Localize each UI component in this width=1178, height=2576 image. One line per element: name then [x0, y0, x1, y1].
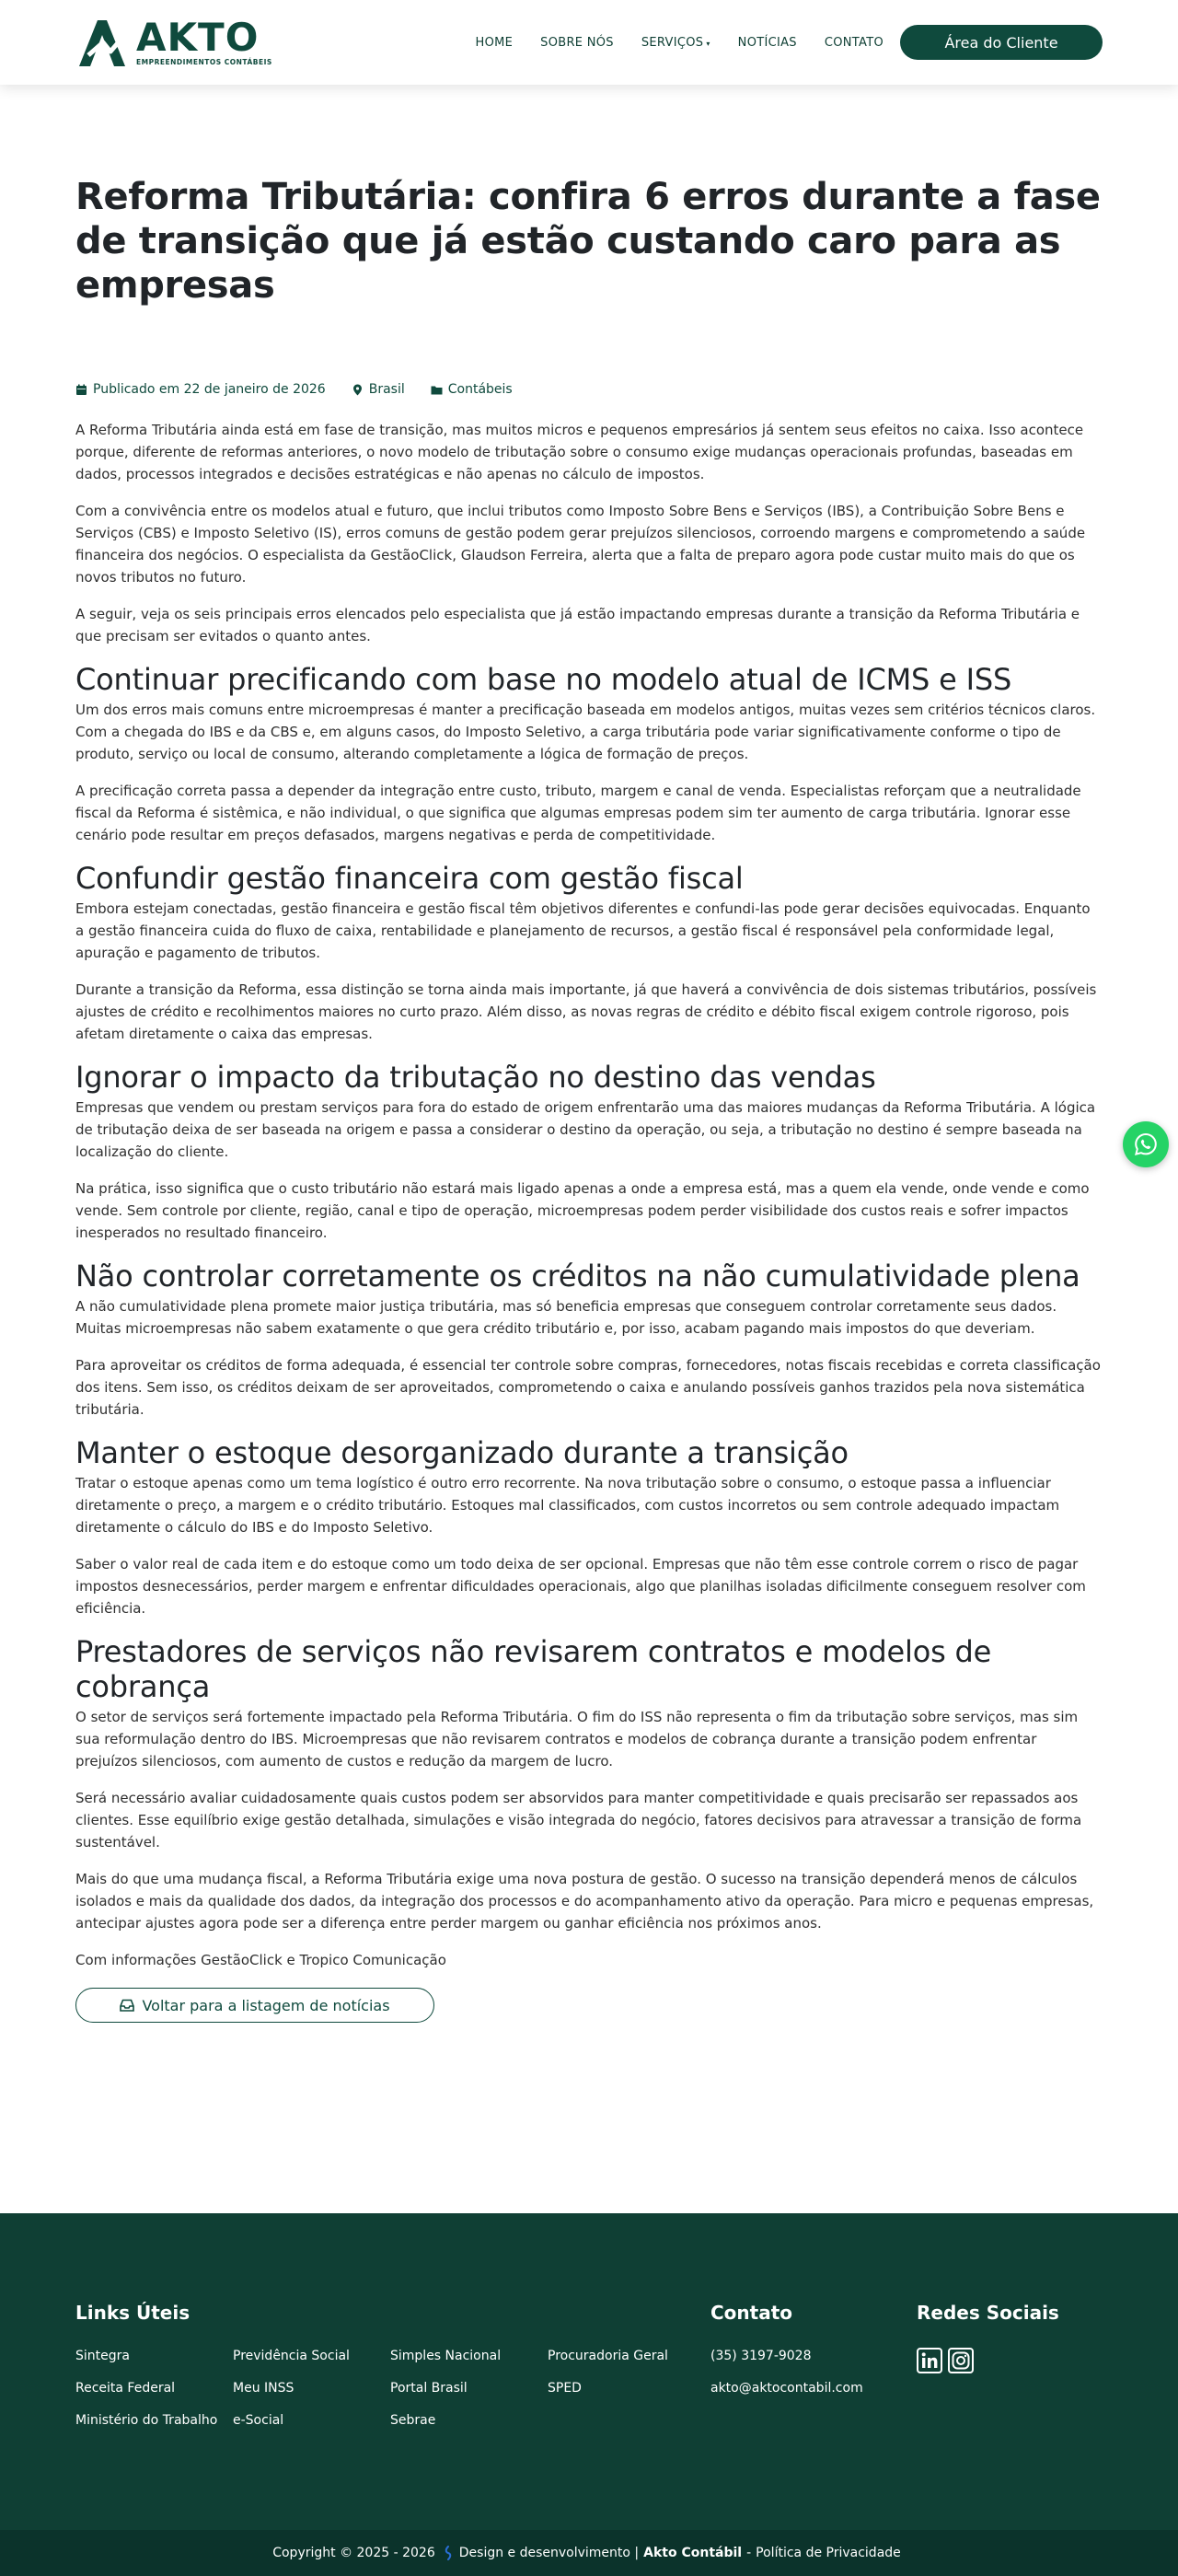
section-heading: Prestadores de serviços não revisarem contratos e modelos de cobrança — [75, 1634, 992, 1704]
footer-useful-links — [75, 2302, 710, 2429]
section-paragraph: Um dos erros mais comuns entre microempresas é manter a precificação baseada em modelos antigos, muitas vezes sem critérios técnicos claros. Com a chegada do IBS e da CBS e, em alguns casos, do Imposto Seletivo, a carga tributária pode variar significativamente conforme o tipo de produto, serviço ou local de consumo, alterando completamente a lógica de formação de preços. — [75, 702, 1096, 762]
footer-inner — [75, 2213, 1103, 2429]
footer-link[interactable]: e-Social — [233, 2413, 284, 2428]
linkedin-icon — [917, 2348, 942, 2373]
meta-location-text: Brasil — [368, 382, 405, 397]
logo-mark-icon — [75, 15, 129, 70]
footer-link[interactable]: SPED — [548, 2381, 582, 2396]
section-paragraph: Durante a transição da Reforma, essa distinção se torna ainda mais importante, já que haverá a convivência de dois sistemas tributários, possíveis ajustes de crédito e recolhimentos maiores no curto prazo. Além disso, as novas regras de crédito e débito fiscal exigem controle rigoroso, pois afetam diretamente o caixa das empresas. — [75, 981, 1097, 1042]
footer-link[interactable]: Ministério do Trabalho — [75, 2413, 218, 2428]
section-paragraph: Mais do que uma mudança fiscal, a Reforma Tributária exige uma nova postura de gestão. O sucesso na transição dependerá menos de cálculos isolados e mais da qualidade dos dados, da integração dos processos e do acompanhamento ativo da operação. Para micro e pequenas empresas, antecipar ajustes agora pode ser a diferença entre perder margem ou ganhar eficiência nos próximos anos. — [75, 1871, 1094, 1932]
intro-paragraph: A seguir, veja os seis principais erros elencados pelo especialista que já estão impactando empresas durante a transição da Reforma Tributária e que precisam ser evitados o quanto antes. — [75, 606, 1080, 644]
footer-social-heading: Redes Sociais — [917, 2302, 1059, 2324]
chevron-down-icon: ▾ — [706, 39, 710, 48]
section-heading: Ignorar o impacto da tributação no destino das vendas — [75, 1060, 876, 1095]
footer-social — [917, 2302, 1103, 2429]
section-paragraph: Embora estejam conectadas, gestão financeira e gestão fiscal têm objetivos diferentes e confundi-las pode gerar decisões equivocadas. Enquanto a gestão financeira cuida do fluxo de caixa, rentabilidade e planejamento de recursos, a gestão fiscal é responsável pela conformidade legal, apuração e pagamento de tributos. — [75, 900, 1091, 961]
footer-link[interactable]: Receita Federal — [75, 2381, 176, 2396]
meta-location — [352, 382, 405, 397]
intro-paragraph: A Reforma Tributária ainda está em fase de transição, mas muitos micros e pequenos empresários já sentem seus efeitos no caixa. Isso acontece porque, diferente de reformas anteriores, o novo modelo de tributação sobre o consumo exige mudanças operacionais profundas, baseadas em dados, processos integrados e decisões estratégicas e não apenas no cálculo de impostos. — [75, 422, 1084, 482]
developer-logo-icon — [443, 2546, 454, 2560]
meta-category — [431, 382, 513, 397]
instagram-link[interactable] — [948, 2348, 974, 2377]
logo-name: AKTO — [136, 15, 260, 61]
logo-tagline: EMPREENDIMENTOS CONTÁBEIS — [136, 58, 272, 67]
nav-home[interactable]: HOME — [475, 35, 514, 50]
instagram-icon — [948, 2348, 974, 2373]
footer-link[interactable]: Procuradoria Geral — [548, 2349, 668, 2363]
header-inner — [75, 0, 1103, 85]
article — [75, 175, 1103, 2023]
article-title: Reforma Tributária: confira 6 erros durante a fase de transição que já estão custando caro para as empresas — [75, 176, 1101, 307]
section-paragraph: A não cumulatividade plena promete maior justiça tributária, mas só beneficia empresas que conseguem controlar corretamente seus dados. Muitas microempresas não sabem exatamente o que gera crédito tributário e, por isso, acabam pagando mais impostos do que deveriam. — [75, 1298, 1057, 1337]
footer-contact-heading: Contato — [710, 2302, 793, 2324]
footer-email[interactable]: akto@aktocontabil.com — [710, 2381, 863, 2396]
intro-paragraph: Com a convivência entre os modelos atual e futuro, que inclui tributos como Imposto Sobre Bens e Serviços (IBS), a Contribuição Sobre Bens e Serviços (CBS) e Imposto Seletivo (IS), erros comuns de gestão podem gerar prejuízos silenciosos, corroendo margens e comprometendo a saúde financeira dos negócios. O especialista da GestãoClick, Glaudson Ferreira, alerta que a falta de preparo agora pode custar muito mais do que os novos tributos no futuro. — [75, 503, 1086, 586]
social-icons — [917, 2348, 1103, 2377]
site-header — [0, 0, 1178, 85]
meta-category-text: Contábeis — [447, 382, 513, 397]
footer-links-grid — [75, 2348, 710, 2429]
copyright-dash: - — [746, 2546, 752, 2560]
footer-link[interactable]: Sintegra — [75, 2349, 130, 2363]
footer-links-heading: Links Úteis — [75, 2302, 191, 2324]
footer-phone[interactable]: (35) 3197-9028 — [710, 2349, 812, 2363]
calendar-icon — [75, 384, 87, 396]
nav-servicos-label: SERVIÇOS — [641, 35, 704, 50]
inbox-icon — [120, 1999, 134, 2012]
meta-published — [75, 382, 326, 397]
article-body — [75, 419, 1103, 2023]
main-nav — [448, 25, 1103, 60]
back-to-news-label: Voltar para a listagem de notícias — [142, 1996, 390, 2014]
logo-text — [136, 15, 272, 67]
copyright-bar — [0, 2530, 1178, 2576]
site-footer — [0, 2213, 1178, 2530]
section-paragraph: Tratar o estoque apenas como um tema logístico é outro erro recorrente. Na nova tributação sobre o consumo, o estoque passa a influenciar diretamente o preço, a margem e o crédito tributário. Estoques mal classificados, com custos incorretos ou sem controle adequado impactam diretamente o cálculo do IBS e do Imposto Seletivo. — [75, 1475, 1060, 1536]
footer-link[interactable]: Meu INSS — [233, 2381, 294, 2396]
nav-servicos[interactable] — [641, 36, 710, 50]
section-heading: Confundir gestão financeira com gestão fiscal — [75, 861, 744, 896]
section-heading: Continuar precificando com base no modelo atual de ICMS e ISS — [75, 662, 1012, 697]
dev-label: Design e desenvolvimento | — [458, 2546, 640, 2560]
section-paragraph: Saber o valor real de cada item e do estoque como um todo deixa de ser opcional. Empresas que não têm esse controle correm o risco de pagar impostos desnecessários, perder margem e enfrentar dificuldades operacionais, algo que planilhas isoladas dificilmente conseguem resolver com eficiência. — [75, 1556, 1086, 1617]
footer-link[interactable]: Sebrae — [390, 2413, 436, 2428]
whatsapp-icon — [1133, 1131, 1159, 1157]
section-paragraph: O setor de serviços será fortemente impactado pela Reforma Tributária. O fim do ISS não representa o fim da tributação sobre serviços, mas sim sua reformulação dentro do IBS. Microempresas que não revisarem contratos e modelos de cobrança durante a transição podem enfrentar prejuízos silenciosos, com aumento de custos e redução da margem de lucro. — [75, 1709, 1079, 1770]
footer-link[interactable]: Previdência Social — [233, 2349, 350, 2363]
section-paragraph: Empresas que vendem ou prestam serviços para fora do estado de origem enfrentarão uma das maiores mudanças da Reforma Tributária. A lógica de tributação deixa de ser baseada na origem e passa a considerar o destino da operação, ou seja, a tributação no destino é sempre baseada na localização do cliente. — [75, 1099, 1096, 1160]
nav-noticias[interactable]: NOTÍCIAS — [737, 35, 797, 50]
back-to-news-button[interactable] — [75, 1988, 434, 2023]
article-meta — [75, 382, 1103, 397]
whatsapp-button[interactable] — [1123, 1121, 1169, 1167]
privacy-policy-link[interactable]: Política de Privacidade — [756, 2546, 901, 2560]
company-link[interactable]: Akto Contábil — [643, 2546, 743, 2560]
folder-icon — [431, 384, 443, 396]
nav-sobre-nos[interactable]: SOBRE NÓS — [540, 35, 614, 50]
meta-published-text: Publicado em 22 de janeiro de 2026 — [93, 382, 326, 397]
section-paragraph: Será necessário avaliar cuidadosamente quais custos podem ser absorvidos para manter competitividade e quais precisarão ser repassados aos clientes. Esse equilíbrio exige gestão detalhada, simulações e visão integrada do negócio, fatores decisivos para atravessar a transição de forma sustentável. — [75, 1790, 1082, 1851]
footer-link[interactable]: Simples Nacional — [390, 2349, 502, 2363]
map-pin-icon — [352, 384, 364, 396]
section-paragraph: Para aproveitar os créditos de forma adequada, é essencial ter controle sobre compras, fornecedores, notas fiscais recebidas e correta classificação dos itens. Sem isso, os créditos deixam de ser aproveitados, comprometendo o caixa e anulando possíveis ganhos trazidos pela nova sistemática tributária. — [75, 1357, 1101, 1418]
section-heading: Manter o estoque desorganizado durante a transição — [75, 1435, 849, 1470]
linkedin-link[interactable] — [917, 2348, 942, 2377]
footer-contact — [710, 2302, 917, 2429]
source-credit: Com informações GestãoClick e Tropico Comunicação — [75, 1952, 446, 1968]
footer-link[interactable]: Portal Brasil — [390, 2381, 468, 2396]
copyright-text: Copyright © 2025 - 2026 — [272, 2546, 435, 2560]
section-heading: Não controlar corretamente os créditos na não cumulatividade plena — [75, 1259, 1080, 1294]
section-paragraph: A precificação correta passa a depender da integração entre custo, tributo, margem e canal de venda. Especialistas reforçam que a neutralidade fiscal da Reforma é sistêmica, e não individual, o que significa que algumas empresas podem sim ter aumento de carga tributária. Ignorar esse cenário pode resultar em preços defasados, margens negativas e perda de competitividade. — [75, 783, 1081, 843]
section-paragraph: Na prática, isso significa que o custo tributário não estará mais ligado apenas a onde a empresa está, mas a quem ela vende, onde vende e como vende. Sem controle por cliente, região, canal e tipo de operação, microempresas podem perder visibilidade dos custos reais e sofrer impactos inesperados no resultado financeiro. — [75, 1180, 1090, 1241]
brand-logo[interactable] — [75, 15, 272, 70]
client-area-button[interactable]: Área do Cliente — [900, 25, 1103, 60]
nav-contato[interactable]: CONTATO — [824, 35, 884, 50]
